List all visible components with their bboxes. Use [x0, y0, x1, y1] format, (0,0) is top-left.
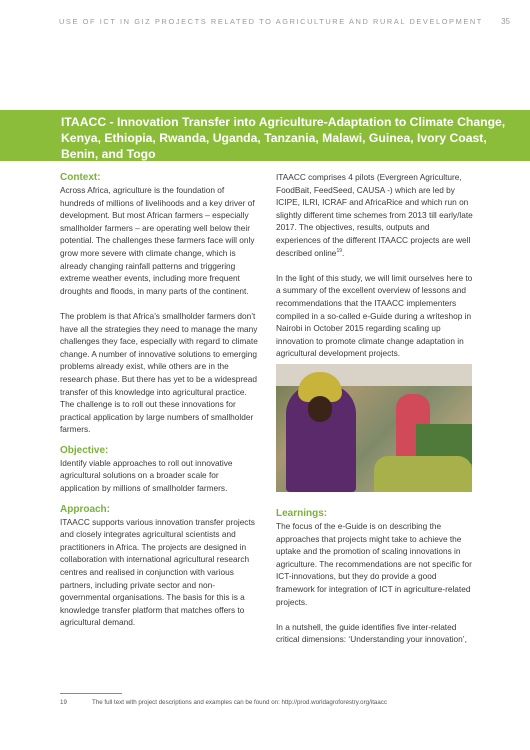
page-title: ITAACC - Innovation Transfer into Agriculture-Adaptation to Climate Change, Kenya, Ethiopia, Rwanda, Uganda, Tanzania, Malawi, Guinea, Ivory Coast, Benin, and Togo: [61, 115, 506, 161]
objective-paragraph: Identify viable approaches to roll out innovative agricultural solutions on a broader scale for application by millions of smallholder farmers.: [60, 457, 233, 494]
learnings-paragraph-1: The focus of the e-Guide is on describing the approaches that projects might take to achieve the uptake and the promotion of scaling innovations in agriculture. The recommendations are not specific for ICT-innovations, but they do provide a good framework for integration of ICT in agriculture-related projects.: [276, 521, 472, 607]
footnote-number: 19: [60, 699, 67, 706]
page-header: [0, 0, 530, 44]
title-banner: [0, 110, 530, 161]
objective-heading: Objective:: [60, 444, 109, 456]
left-column: [60, 171, 260, 629]
right-column: [276, 171, 476, 360]
learnings-paragraph-2: In a nutshell, the guide identifies five inter-related critical dimensions: ‘Understanding your innovation’,: [276, 621, 467, 645]
intro-paragraph-1-end: .: [342, 247, 345, 258]
footnote-rule: [60, 693, 122, 694]
context-heading: Context:: [60, 172, 101, 183]
right-column-lower: [276, 507, 476, 646]
photo-face: [308, 396, 332, 422]
page-number: 35: [501, 17, 510, 26]
market-photo: [276, 364, 472, 492]
intro-paragraph-2: In the light of this study, we will limit ourselves here to a summary of the excellent overview of lessons and recommendations that the ITAACC implementers compiled in a so-called e-Guide during a writeshop in Nairobi in October 2015 regarding scaling up innovation to promote climate change adaptation in agricultural development projects.: [276, 272, 473, 359]
context-paragraph-2: The problem is that Africa’s smallholder farmers don’t have all the strategies they need to manage the many challenges they face, especially with regard to climate change. A number of innovative solutions to emerging problems already exist, while others are in the research phase. But there has yet to be a widespread transfer of this knowledge into agricultural practice. The challenge is to roll out these innovations for practical application by large numbers of smallholder farmers.: [60, 310, 258, 435]
approach-paragraph: ITAACC supports various innovation transfer projects and closely integrates agricultural scientists and practitioners in Africa. The projects are designed in collaboration with international agricultural research centres and realised in conjunction with various partners, including private sector and non-governmental organisations. The basis for this is a knowledge transfer platform that matches offers to agricultural demand.: [60, 516, 255, 628]
photo-produce-basket: [374, 456, 472, 492]
footnote-text: The full text with project descriptions and examples can be found on: http://prod.worldagroforestry.org/itaacc: [92, 699, 387, 706]
footnote-ref: 19: [336, 247, 342, 254]
context-paragraph-1: Across Africa, agriculture is the foundation of hundreds of millions of livelihoods and a key driver of development. But most African farmers – especially smallholder farmers – are operating well below their potential. The challenges these farmers face will only grow more severe with climate change, which is already changing rainfall patterns and triggering extreme weather events, including more frequent droughts and floods, in many parts of the continent.: [60, 185, 255, 296]
intro-paragraph-1: [276, 171, 476, 259]
learnings-heading: Learnings:: [276, 508, 328, 519]
approach-heading: Approach:: [60, 503, 110, 515]
footnote: [60, 699, 387, 706]
running-head: USE OF ICT IN GIZ PROJECTS RELATED TO AGRICULTURE AND RURAL DEVELOPMENT: [59, 17, 483, 26]
intro-paragraph-1-text: ITAACC comprises 4 pilots (Evergreen Agriculture, FoodBait, FeedSeed, CAUSA -) which are led by ICIPE, ILRI, ICRAF and AfricaRice and which run on slightly different time schemes from 2013 till early/late 2017. The objectives, results, outputs and experiences of the different ITAACC projects are well described online: [276, 172, 473, 258]
